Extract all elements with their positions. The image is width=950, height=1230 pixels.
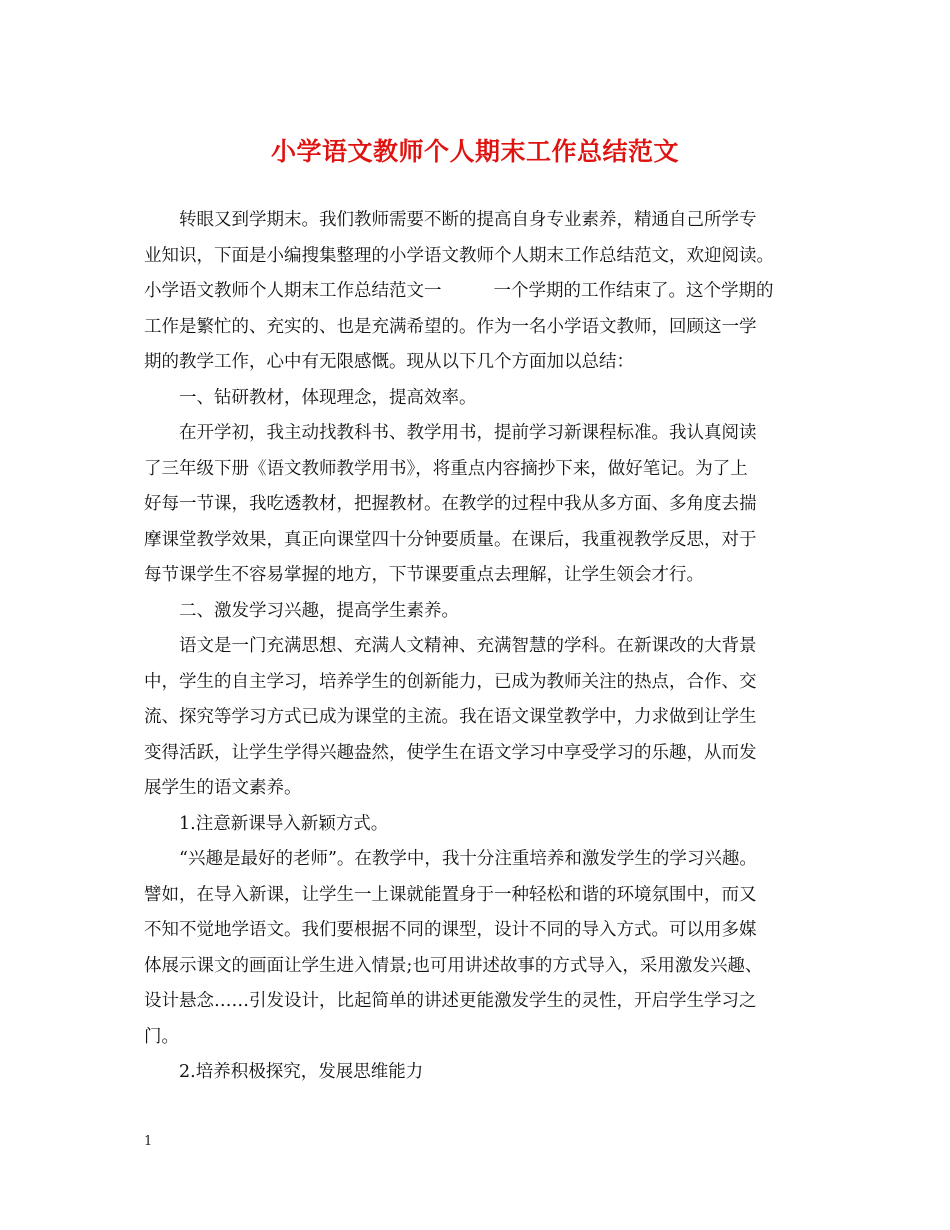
text-line xyxy=(144,984,810,1020)
text-line-content: “兴趣是最好的老师”。在教学中，我十分注重培养和激发学生的学习兴趣。 xyxy=(179,849,757,869)
text-line-content: 展学生的语文素养。 xyxy=(144,778,302,798)
text-line xyxy=(144,878,810,914)
text-line xyxy=(144,203,810,239)
text-line xyxy=(144,949,810,985)
text-line xyxy=(144,523,810,559)
text-line-content: 2.培养积极探究，发展思维能力 xyxy=(179,1062,424,1082)
text-line-content: 语文是一门充满思想、充满人文精神、充满智慧的学科。在新课改的大背景 xyxy=(179,636,757,656)
text-line-content: 在开学初，我主动找教科书、教学用书，提前学习新课程标准。我认真阅读 xyxy=(179,423,757,443)
text-line-content: 摩课堂教学效果，真正向课堂四十分钟要质量。在课后，我重视教学反思，对于 xyxy=(144,529,757,550)
text-line-content: 一、钻研教材，体现理念，提高效率。 xyxy=(179,387,477,408)
text-line-content: 门。 xyxy=(144,1026,179,1047)
text-line-content: 业知识，下面是小编搜集整理的小学语文教师个人期末工作总结范文，欢迎阅读。 xyxy=(144,245,774,266)
text-line xyxy=(144,452,810,488)
text-line-content: 设计悬念……引发设计，比起简单的讲述更能激发学生的灵性，开启学生学习之 xyxy=(144,991,757,1011)
text-line-content: 每节课学生不容易掌握的地方，下节课要重点去理解，让学生领会才行。 xyxy=(144,565,704,585)
text-line-content: 变得活跃，让学生学得兴趣盎然，使学生在语文学习中享受学习的乐趣，从而发 xyxy=(144,742,757,763)
text-line-content: 工作是繁忙的、充实的、也是充满希望的。作为一名小学语文教师，回顾这一学 xyxy=(144,316,757,337)
text-line-content: 转眼又到学期末。我们教师需要不断的提高自身专业素养，精通自己所学专 xyxy=(179,210,757,230)
text-line xyxy=(144,771,810,807)
text-line-continuation: 一个学期的工作结束了。这个学期的 xyxy=(493,281,774,301)
text-line-content: 譬如，在导入新课，让学生一上课就能置身于一种轻松和谐的环境氛围中，而又 xyxy=(144,884,757,905)
text-line xyxy=(144,594,810,630)
text-line xyxy=(144,700,810,736)
text-line-content: 期的教学工作，心中有无限感慨。现从以下几个方面加以总结： xyxy=(144,352,634,372)
text-line-content: 中，学生的自主学习，培养学生的创新能力，已成为教师关注的热点，合作、交 xyxy=(144,671,757,692)
text-line-content: 体展示课文的画面让学生进入情景;也可用讲述故事的方式导入，采用激发兴趣、 xyxy=(144,955,763,976)
text-line xyxy=(144,665,810,701)
text-line xyxy=(144,487,810,523)
text-line xyxy=(144,1055,810,1091)
text-line xyxy=(144,345,810,381)
text-line xyxy=(144,274,810,310)
text-line-content: 小学语文教师个人期末工作总结范文一 xyxy=(144,281,442,301)
text-line xyxy=(144,239,810,275)
text-line-content: 好每一节课，我吃透教材，把握教材。在教学的过程中我从多方面、多角度去揣 xyxy=(144,494,757,514)
text-line xyxy=(144,842,810,878)
text-line xyxy=(144,913,810,949)
text-line-content: 1.注意新课导入新颖方式。 xyxy=(179,813,389,834)
document-body xyxy=(144,203,810,1091)
text-line-content: 二、激发学习兴趣，提高学生素养。 xyxy=(179,600,459,621)
text-line-content: 流、探究等学习方式已成为课堂的主流。我在语文课堂教学中，力求做到让学生 xyxy=(144,707,757,727)
text-line xyxy=(144,381,810,417)
text-line-content: 了三年级下册《语文教师教学用书》，将重点内容摘抄下来，做好笔记。为了上 xyxy=(144,458,748,479)
text-line xyxy=(144,310,810,346)
document-title: 小学语文教师个人期末工作总结范文 xyxy=(270,137,679,166)
text-line xyxy=(144,629,810,665)
text-line xyxy=(144,558,810,594)
text-line xyxy=(144,1020,810,1056)
text-line xyxy=(144,416,810,452)
text-line-content: 不知不觉地学语文。我们要根据不同的课型，设计不同的导入方式。可以用多媒 xyxy=(144,920,757,940)
text-line xyxy=(144,736,810,772)
text-line xyxy=(144,807,810,843)
page-number: 1 xyxy=(144,1134,153,1149)
